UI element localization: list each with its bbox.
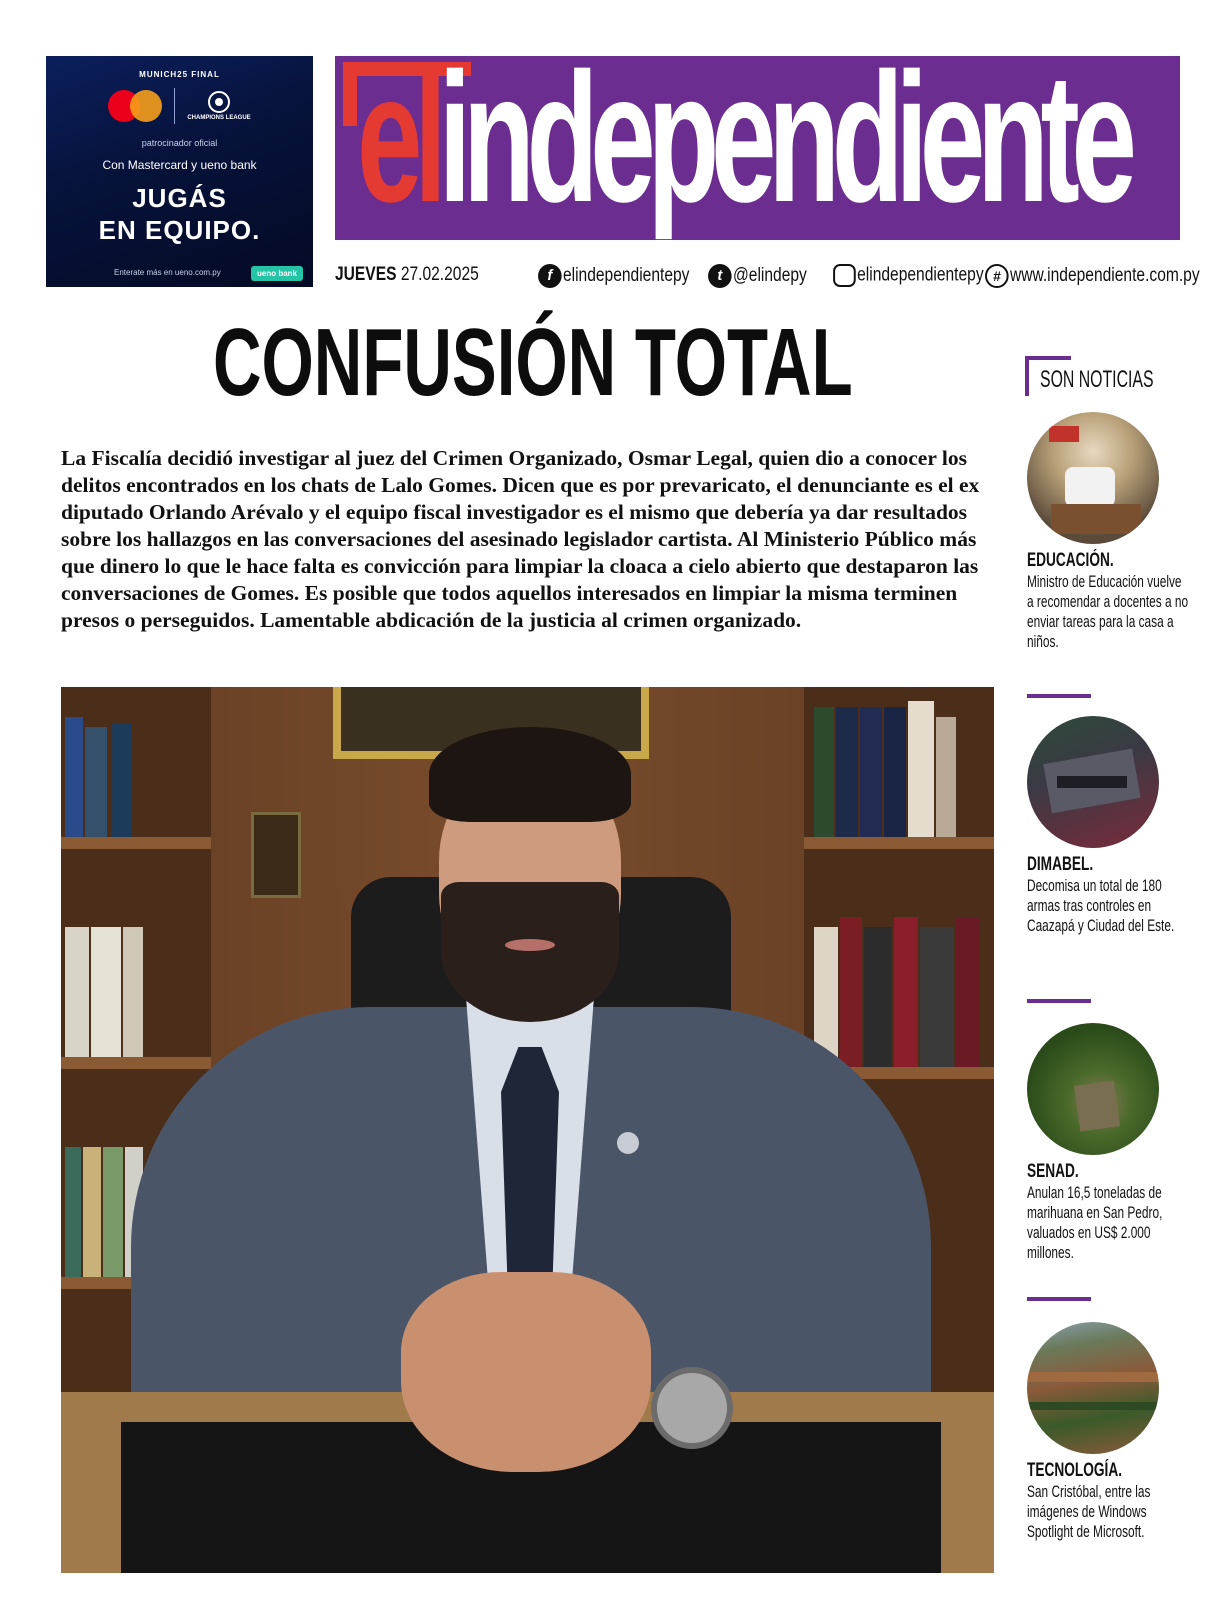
mastercard-logo-icon (108, 90, 162, 122)
photo-hands (401, 1272, 651, 1472)
news-photo-senad (1027, 1023, 1159, 1155)
news-photo-tecnologia (1027, 1322, 1159, 1454)
league-name: CHAMPIONS LEAGUE (187, 114, 251, 121)
ad-with-line: Con Mastercard y ueno bank (102, 158, 257, 172)
sidebar-divider (1027, 1297, 1091, 1301)
instagram-handle: elindependientepy (857, 264, 984, 286)
instagram-icon: o (833, 264, 856, 287)
info-bar (335, 262, 1200, 290)
website-url: www.independiente.com.py (1009, 265, 1200, 287)
date: 27.02.2025 (400, 264, 479, 285)
news-text: San Cristóbal, entre las imágenes de Windows Spotlight de Microsoft. (1027, 1483, 1151, 1541)
photo-lapel-pin (617, 1132, 639, 1154)
masthead-el: el (357, 56, 439, 240)
news-title: TECNOLOGÍA. (1027, 1460, 1123, 1481)
masthead-logo (357, 56, 1129, 240)
sidebar-divider (1027, 694, 1091, 698)
photo-lantern (251, 812, 301, 898)
news-item-educacion[interactable] (1027, 412, 1207, 652)
ad-sponsor: patrocinador oficial (141, 138, 218, 148)
ad-top-line: MUNICH25 FINAL (139, 70, 220, 79)
website-link[interactable] (987, 264, 1200, 288)
photo-hair (429, 727, 631, 822)
ad-headline (46, 182, 313, 246)
news-title: SENAD. (1027, 1161, 1079, 1182)
ad-divider (174, 88, 175, 124)
date-line (335, 264, 479, 286)
globe-icon: # (985, 264, 1009, 288)
sidebar-divider (1027, 999, 1091, 1003)
instagram-link[interactable] (835, 264, 984, 287)
ad-footer: Enterate más en ueno.com.py (114, 268, 221, 277)
ad-badge: ueno bank (251, 266, 303, 281)
ad-logos (46, 88, 313, 124)
news-text: Decomisa un total de 180 armas tras controles en Caazapá y Ciudad del Este. (1027, 877, 1175, 935)
news-item-tecnologia[interactable] (1027, 1322, 1207, 1542)
photo-mouth (505, 939, 555, 951)
twitter-handle: @elindepy (732, 265, 807, 287)
mastercard-ad[interactable] (46, 56, 313, 287)
day: JUEVES (335, 264, 397, 285)
main-photo (61, 687, 994, 1573)
headline: CONFUSIÓN TOTAL (213, 309, 853, 416)
masthead-bracket-side (343, 62, 357, 126)
news-photo-educacion (1027, 412, 1159, 544)
masthead-independiente: independiente (438, 56, 1129, 240)
ad-headline-2: EN EQUIPO. (98, 215, 261, 245)
news-item-dimabel[interactable] (1027, 716, 1207, 936)
news-text: Ministro de Educación vuelve a recomendar a docentes a no enviar tareas para la casa a niños. (1027, 573, 1189, 651)
photo-beard (441, 882, 619, 1022)
ad-headline-1: JUGÁS (132, 183, 227, 213)
facebook-handle: elindependientepy (562, 265, 690, 287)
news-text: Anulan 16,5 toneladas de marihuana en San Pedro, valuados en US$ 2.000 millones. (1027, 1184, 1163, 1262)
twitter-link[interactable] (710, 264, 807, 288)
sidebar-title: SON NOTICIAS (1040, 366, 1154, 393)
news-title: DIMABEL. (1027, 854, 1094, 875)
champions-league-logo (187, 91, 250, 122)
photo-watch (651, 1367, 733, 1449)
facebook-link[interactable] (540, 264, 689, 288)
facebook-icon: f (538, 264, 562, 288)
masthead[interactable] (335, 56, 1180, 240)
starball-icon (208, 91, 230, 113)
news-title: EDUCACIÓN. (1027, 550, 1114, 571)
twitter-icon: t (708, 264, 732, 288)
news-photo-dimabel (1027, 716, 1159, 848)
lead-paragraph: La Fiscalía decidió investigar al juez del Crimen Organizado, Osmar Legal, quien dio a conocer los delitos encontrados en los chats de Lalo Gomes. Dicen que es por prevaricato, el denunciante es el ex diputado Orlando Arévalo y el equipo fiscal investigador es el mismo que debería ya dar resultados sobre los hallazgos en las conversaciones del asesinado legislador cartista. Al Ministerio Público más que dinero lo que le hace falta es convicción para limpiar la cloaca a cielo abierto que destaparon las conversaciones de Gomes. Es posible que todos aquellos interesados en limpiar la misma terminen presos o perseguidos. Lamentable abdicación de la justicia al crimen organizado. (61, 446, 980, 632)
news-item-senad[interactable] (1027, 1023, 1207, 1263)
